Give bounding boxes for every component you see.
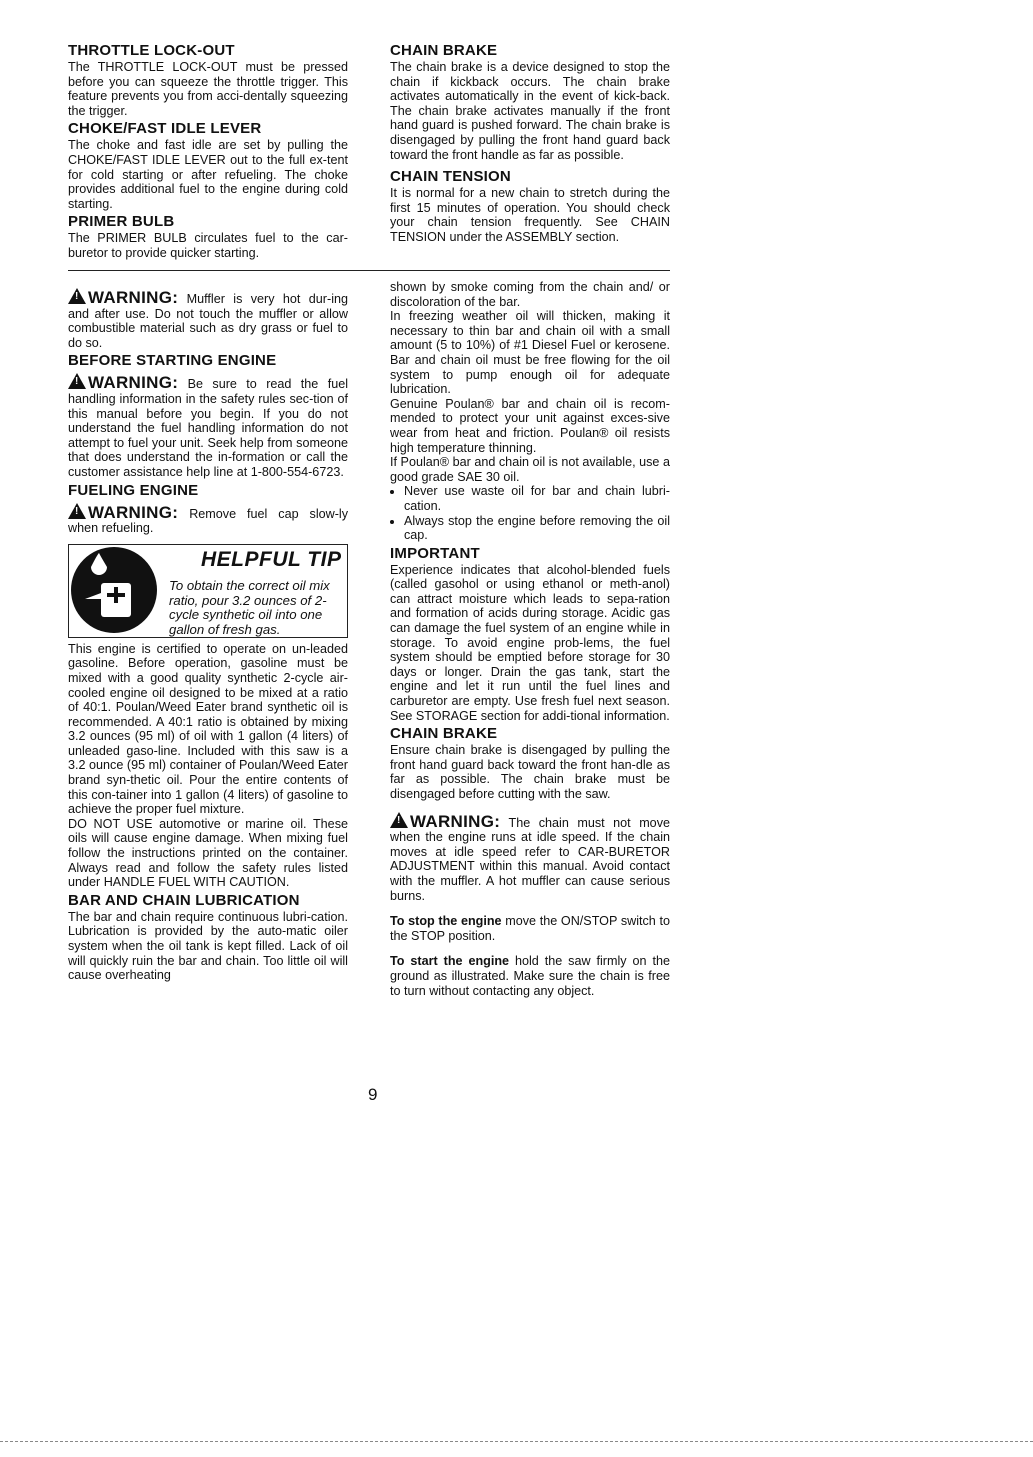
stop-engine-desc: move the ON/STOP switch to the STOP position. <box>390 914 670 943</box>
warning-label: WARNING: <box>410 811 501 831</box>
page-bottom-rule <box>0 1441 1033 1443</box>
fuel-can-icon <box>71 547 157 633</box>
warning-muffler <box>68 288 348 350</box>
chain-tension-heading: CHAIN TENSION <box>390 168 511 186</box>
warning-fuel-cap-text: Remove fuel cap slow-ly when refueling. <box>68 506 349 536</box>
lubrication-text: The bar and chain require continuous lubri-cation. Lubrication is provided by the auto-matic oiler system when the oil tank is kept filled. Lack of oil will quickly ruin the bar and chain. Too little oil will cause overheating <box>68 909 348 983</box>
fueling-heading: FUELING ENGINE <box>68 481 199 499</box>
chain-brake-text-2: Ensure chain brake is disengaged by pulling the front hand guard back toward the front han-dle as far as possible. The chain brake must be disengaged before cutting with the saw. <box>390 743 670 801</box>
start-engine-bold: To start the engine <box>390 954 510 969</box>
continued-text: shown by smoke coming from the chain and/ or discoloration of the bar. <box>390 280 670 309</box>
chain-brake-heading: CHAIN BRAKE <box>390 42 498 59</box>
warning-label: WARNING: <box>88 502 179 522</box>
warning-fuel-cap <box>68 503 348 536</box>
warning-chain-text: The chain must not move when the engine runs at idle speed. If the chain moves at idle speed refer to CAR-BURETOR ADJUSTMENT within this manual. Avoid contact with the muffler. A hot muffler can cause serious burns. <box>390 815 670 903</box>
warning-triangle-icon <box>68 373 86 389</box>
freezing-text: In freezing weather oil will thicken, making it necessary to thin bar and chain oil with a small amount (5 to 10%) of #1 Diesel Fuel or kerosene. Bar and chain oil must be free flowing for the oil system to pump enough oil for adequate lubrication. <box>390 309 670 397</box>
warning-muffler-text: Muffler is very hot dur-ing and after use. Do not touch the muffler or allow combustible material such as dry grass or fuel to do so. <box>68 292 349 350</box>
before-starting-heading: BEFORE STARTING ENGINE <box>68 352 277 370</box>
throttle-heading: THROTTLE LOCK-OUT <box>68 42 235 59</box>
primer-heading: PRIMER BULB <box>68 213 175 231</box>
if-poulan-text: If Poulan® bar and chain oil is not available, use a good grade SAE 30 oil. <box>390 455 670 484</box>
stop-engine-text <box>390 914 670 943</box>
primer-text: The PRIMER BULB circulates fuel to the car-buretor to provide quicker starting. <box>68 231 348 260</box>
lubrication-heading: BAR AND CHAIN LUBRICATION <box>68 891 300 909</box>
certified-text: This engine is certified to operate on un-leaded gasoline. Before operation, gasoline must be mixed with a good quality synthetic 2-cycle air-cooled engine oil designed to be mixed at a ratio of 40:1. Poulan/Weed Eater brand synthetic oil is recommended. A 40:1 ratio is obtained by mixing 3.2 ounces (95 ml) of oil with 1 gallon (4 liters) of unleaded gaso-line. Included with this saw is a 3.2 ounce (95 ml) container of Poulan/Weed Eater brand syn-thetic oil. Pour the entire contents of this con-tainer into 1 gallon (4 liters) of gasoline to achieve the proper fuel mixture. <box>68 641 348 817</box>
do-not-use-text: DO NOT USE automotive or marine oil. These oils will cause engine damage. When mixing fuel follow the instructions printed on the container. Always read and follow the safety rules listed under HANDLE FUEL WITH CAUTION. <box>68 816 348 890</box>
top-right-column <box>390 40 670 245</box>
warning-triangle-icon <box>390 812 408 828</box>
warning-label: WARNING: <box>88 373 179 393</box>
oil-bullet-list <box>390 484 670 542</box>
warning-chain-idle <box>390 812 670 904</box>
page-number: 9 <box>368 1085 378 1104</box>
top-left-column <box>68 40 348 261</box>
choke-heading: CHOKE/FAST IDLE LEVER <box>68 120 262 138</box>
genuine-oil-text: Genuine Poulan® bar and chain oil is recom-mended to protect your unit against exces-sive wear from heat and friction. Poulan® oil resists high temperature thinning. <box>390 396 670 455</box>
important-heading: IMPORTANT <box>390 544 480 562</box>
list-item: • Always stop the engine before removing the oil cap. <box>404 514 670 543</box>
important-text: Experience indicates that alcohol-blended fuels (called gasohol or using ethanol or meth-anol) can attract moisture which leads to sepa-ration and formation of acids during storage. Acidic gas can damage the fuel system of an engine while in storage. To avoid engine prob-lems, the fuel system should be emptied before storage for 30 days or longer. Drain the gas tank, start the engine and let it run until the fuel lines and carburetor are empty. Use fresh fuel next season. See STORAGE section for addi-tional information. <box>390 562 670 723</box>
chain-tension-text: It is normal for a new chain to stretch during the first 15 minutes of operation. You should check your chain tension frequently. See CHAIN TENSION under the ASSEMBLY section. <box>390 186 670 244</box>
stop-engine-bold: To stop the engine <box>390 914 502 929</box>
start-engine-text <box>390 954 670 998</box>
left-column <box>68 288 348 983</box>
chain-brake-text: The chain brake is a device designed to stop the chain if kickback occurs. The chain brake activates automatically in the event of kick-back. The chain brake activates manually if the front hand guard is pushed forward. The chain brake is disengaged by pulling the front hand guard back toward the front handle as far as possible. <box>390 60 670 162</box>
choke-text: The choke and fast idle are set by pulling the CHOKE/FAST IDLE LEVER out to the full ex-tent for cold starting or after refueling. The choke provides additional fuel to the engine during cold starting. <box>68 138 348 211</box>
tip-title: HELPFUL TIP <box>201 547 342 571</box>
warning-triangle-icon <box>68 503 86 519</box>
tip-text: To obtain the correct oil mix ratio, pour 3.2 ounces of 2-cycle synthetic oil into one gallon of fresh gas. <box>169 577 330 638</box>
warning-label: WARNING: <box>88 288 179 307</box>
warning-triangle-icon <box>68 288 86 304</box>
chain-brake-heading-2: CHAIN BRAKE <box>390 725 498 743</box>
warning-fuel-text: Be sure to read the fuel handling information in the safety rules sec-tion of this manual before you begin. If you do not understand the fuel handling information do not attempt to fuel your unit. Seek help from someone that does understand the in-formation or call the customer assistance help line at 1-800-554-6723. <box>68 377 348 479</box>
list-item: • Never use waste oil for bar and chain lubri-cation. <box>404 484 670 513</box>
right-column <box>390 280 670 998</box>
start-engine-desc: hold the saw firmly on the ground as illustrated. Make sure the chain is free to turn without contacting any object. <box>390 954 670 998</box>
helpful-tip-box <box>68 544 348 638</box>
throttle-text: The THROTTLE LOCK-OUT must be pressed before you can squeeze the throttle trigger. This feature prevents you from acci-dentally squeezing the trigger. <box>68 60 348 118</box>
section-divider <box>68 270 670 271</box>
warning-fuel-handling <box>68 373 348 479</box>
